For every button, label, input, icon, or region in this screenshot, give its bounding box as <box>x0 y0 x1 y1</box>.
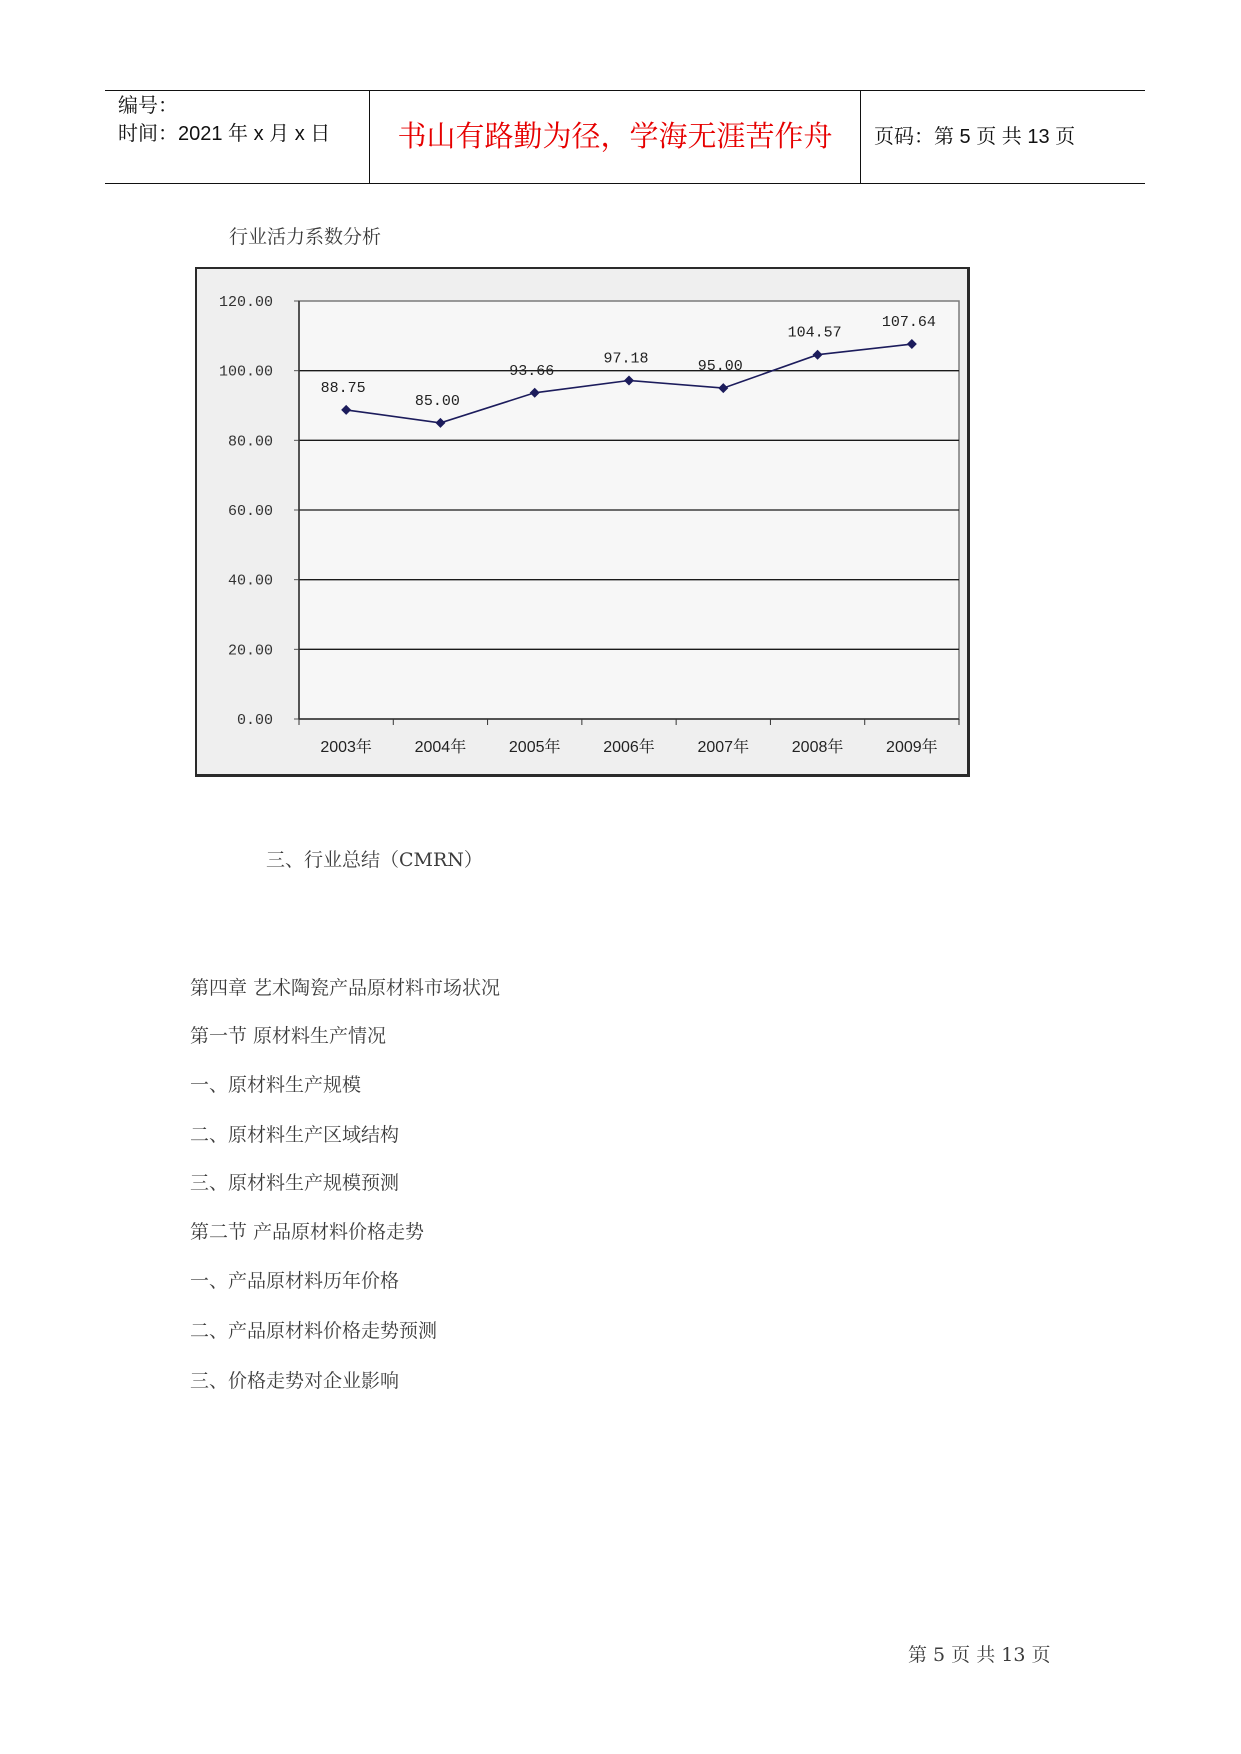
x-tick-label: 2007年 <box>697 739 750 756</box>
y-tick-label: 60.00 <box>227 503 273 520</box>
header-page-cell <box>861 91 1145 183</box>
document-time-label: 时间：2021 年 x 月 x 日 <box>118 123 331 145</box>
chart-canvas <box>197 269 967 774</box>
header-info-cell <box>105 91 370 183</box>
data-label: 104.57 <box>787 324 842 342</box>
header-motto: 书山有路勤为径，学海无涯苦作舟 <box>397 121 833 153</box>
chart-caption: 行业活力系数分析 <box>229 226 382 248</box>
line-chart <box>195 267 970 777</box>
data-label: 97.18 <box>603 350 649 368</box>
document-code-label: 编号： <box>118 95 178 117</box>
section-heading-summary: 三、行业总结（CMRN） <box>266 849 483 871</box>
data-label: 85.00 <box>414 392 460 410</box>
y-tick-label: 120.00 <box>218 294 273 311</box>
subsection-item: 二、产品原材料价格走势预测 <box>190 1320 438 1342</box>
x-tick-label: 2003年 <box>320 739 372 756</box>
y-tick-label: 0.00 <box>236 712 273 729</box>
subsection-item: 三、原材料生产规模预测 <box>190 1172 400 1194</box>
header-table <box>105 90 1145 184</box>
x-tick-label: 2008年 <box>791 739 844 756</box>
chapter-heading: 第四章 艺术陶瓷产品原材料市场状况 <box>190 977 501 999</box>
x-tick-label: 2005年 <box>508 739 561 756</box>
subsection-item: 二、原材料生产区域结构 <box>190 1124 400 1146</box>
header-motto-cell <box>370 91 861 183</box>
section-heading: 第一节 原材料生产情况 <box>190 1025 387 1047</box>
header-page-number: 页码：第 5 页 共 13 页 <box>874 126 1076 148</box>
footer-page-number: 第 5 页 共 13 页 <box>908 1644 1051 1666</box>
y-tick-label: 40.00 <box>227 572 273 590</box>
x-tick-label: 2004年 <box>414 739 467 756</box>
subsection-item: 一、原材料生产规模 <box>190 1074 362 1096</box>
section-heading: 第二节 产品原材料价格走势 <box>190 1221 425 1243</box>
y-tick-label: 100.00 <box>218 363 273 381</box>
subsection-item: 三、价格走势对企业影响 <box>190 1370 400 1392</box>
data-label: 88.75 <box>320 379 366 397</box>
y-tick-label: 20.00 <box>227 642 273 660</box>
subsection-item: 一、产品原材料历年价格 <box>190 1270 400 1292</box>
data-label: 93.66 <box>509 362 555 380</box>
x-tick-label: 2009年 <box>886 739 938 756</box>
y-tick-label: 80.00 <box>227 433 273 451</box>
x-tick-label: 2006年 <box>603 739 655 756</box>
data-label: 107.64 <box>881 314 936 332</box>
data-label: 95.00 <box>697 358 743 376</box>
